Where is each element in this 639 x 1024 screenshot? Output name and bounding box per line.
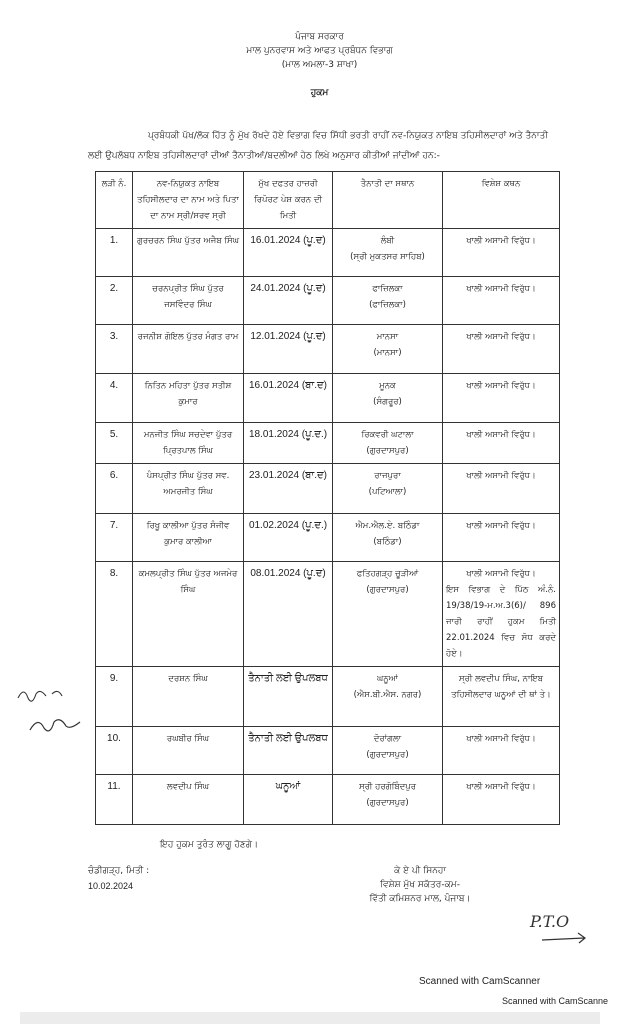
remarks	[443, 277, 560, 325]
remark: ਖਾਲੀ ਅਸਾਮੀ ਵਿਰੁੱਧ।	[466, 381, 536, 391]
remarks	[443, 775, 560, 825]
camscanner-watermark: Scanned with CamScanner	[419, 976, 541, 987]
serial-number: 11.	[96, 775, 133, 825]
serial-number: 3.	[96, 325, 133, 374]
district: (ਬਠਿੰਡਾ)	[373, 537, 402, 547]
remark: ਖਾਲੀ ਅਸਾਮੀ ਵਿਰੁੱਧ।	[466, 471, 536, 481]
serial-number: 7.	[96, 514, 133, 562]
col-posting-place: ਤੈਨਾਤੀ ਦਾ ਸਥਾਨ	[333, 172, 443, 229]
branch-name: (ਮਾਲ ਅਮਲਾ-3 ਸ਼ਾਖਾ)	[281, 60, 358, 70]
report-date: 12.01.2024 (ਪੂ.ਦ)	[244, 325, 333, 374]
officer-name: ਰਿਖੂ ਕਾਲੀਆ ਪੁੱਤਰ ਸੰਜੀਵ ਕੁਮਾਰ ਕਾਲੀਆ	[133, 514, 244, 562]
remark: ਖਾਲੀ ਅਸਾਮੀ ਵਿਰੁੱਧ।	[466, 236, 536, 246]
col-serial: ਲੜੀ ਨੰ.	[96, 172, 133, 229]
district: (ਫਾਜ਼ਿਲਕਾ)	[369, 300, 406, 310]
district: (ਮਾਨਸਾ)	[373, 348, 402, 358]
col-name: ਨਵ-ਨਿਯੁਕਤ ਨਾਇਬ ਤਹਿਸੀਲਦਾਰ ਦਾ ਨਾਮ ਅਤੇ ਪਿਤਾ ਦਾ ਨਾਮ ਸ੍ਰੀ/ਸਰਵ ਸ੍ਰੀ	[133, 172, 244, 229]
remark-note: ਇਸ ਵਿਭਾਗ ਦੇ ਪਿੱਠ ਅੰ.ਨੰ. 19/38/19-ਮ.ਅ.3(6)/ 896 ਜਾਰੀ ਰਾਹੀਂ ਹੁਕਮ ਮਿਤੀ 22.01.2024 ਵਿਚ ਸੋਧ ਕਰਦੇ ਹੋਏ।	[446, 585, 556, 659]
remark: ਖਾਲੀ ਅਸਾਮੀ ਵਿਰੁੱਧ।	[466, 734, 536, 744]
district: (ਸੰਗਰੂਰ)	[373, 397, 402, 407]
officer-name: ਦਰਸ਼ਨ ਸਿੰਘ	[133, 667, 244, 727]
district: (ਐਸ.ਬੀ.ਐਸ. ਨਗਰ)	[353, 690, 422, 700]
district: (ਸ੍ਰੀ ਮੁਕਤਸਰ ਸਾਹਿਬ)	[350, 252, 425, 262]
place: ਘਨੂਆਂ	[377, 674, 398, 684]
remarks	[443, 562, 560, 667]
remarks	[443, 229, 560, 277]
posting-place	[333, 514, 443, 562]
serial-number: 1.	[96, 229, 133, 277]
officer-name: ਗੁਰਚਰਨ ਸਿੰਘ ਪੁੱਤਰ ਅਜੈਬ ਸਿੰਘ	[133, 229, 244, 277]
signatory-block	[340, 864, 500, 906]
table-row	[96, 374, 560, 423]
serial-number: 6.	[96, 464, 133, 514]
posting-place	[333, 229, 443, 277]
order-date: 10.02.2024	[88, 881, 134, 891]
posting-place	[333, 775, 443, 825]
table-row	[96, 423, 560, 464]
report-date: 16.01.2024 (ਪੂ.ਦ)	[244, 229, 333, 277]
place-date-label: ਚੰਡੀਗੜ੍ਹ, ਮਿਤੀ :	[88, 866, 150, 876]
posting-place	[333, 325, 443, 374]
remark: ਸ੍ਰੀ ਲਵਦੀਪ ਸਿੰਘ, ਨਾਇਬ ਤਹਿਸੀਲਦਾਰ ਘਨੂਆਂ ਦੀ ਥਾਂ ਤੇ।	[451, 674, 551, 700]
place: ਰਾਜਪੁਰਾ	[374, 471, 401, 481]
officer-name: ਲਵਦੀਪ ਸਿੰਘ	[133, 775, 244, 825]
remarks	[443, 464, 560, 514]
remarks	[443, 514, 560, 562]
posting-place	[333, 562, 443, 667]
district: (ਗੁਰਦਾਸਪੁਰ)	[366, 798, 409, 808]
table-row	[96, 325, 560, 374]
table-row	[96, 229, 560, 277]
place: ਰਿਕਵਰੀ ਘਟਾਲਾ	[361, 430, 414, 440]
report-date: ਘਨੂਆਂ	[244, 775, 333, 825]
serial-number: 9.	[96, 667, 133, 727]
posting-place	[333, 374, 443, 423]
report-date: 18.01.2024 (ਪੂ.ਦ.)	[244, 423, 333, 464]
district: (ਗੁਰਦਾਸਪੁਰ)	[366, 750, 409, 760]
remark: ਖਾਲੀ ਅਸਾਮੀ ਵਿਰੁੱਧ।	[466, 569, 536, 579]
place: ਫਤਿਹਗੜ੍ਹ ਚੂੜੀਆਂ	[356, 569, 419, 579]
place: ਲੰਬੀ	[380, 236, 395, 246]
place: ਦੋਰਾਂਗਲਾ	[373, 734, 402, 744]
report-date: ਤੈਨਾਤੀ ਲਈ ਉਪਲਬਧ	[244, 727, 333, 775]
place: ਸ੍ਰੀ ਹਰਗੋਬਿੰਦਪੁਰ	[358, 782, 417, 792]
officer-name: ਕਮਲਪ੍ਰੀਤ ਸਿੰਘ ਪੁੱਤਰ ਅਜਮੇਰ ਸਿੰਘ	[133, 562, 244, 667]
remark: ਖਾਲੀ ਅਸਾਮੀ ਵਿਰੁੱਧ।	[466, 430, 536, 440]
posting-place	[333, 727, 443, 775]
officer-name: ਰਘਬੀਰ ਸਿੰਘ	[133, 727, 244, 775]
table-header-row	[96, 172, 560, 229]
page-bottom-edge	[20, 1012, 600, 1024]
place: ਮੂਨਕ	[379, 381, 396, 391]
officer-name: ਮਨਜੀਤ ਸਿੰਘ ਸਚਦੇਵਾ ਪੁੱਤਰ ਪ੍ਰਿਤਪਾਲ ਸਿੰਘ	[133, 423, 244, 464]
district: (ਗੁਰਦਾਸਪੁਰ)	[366, 585, 409, 595]
table-row	[96, 277, 560, 325]
table-row	[96, 727, 560, 775]
table-row	[96, 667, 560, 727]
signatory-name: ਕੇ ਏ ਪੀ ਸਿਨਹਾ	[394, 866, 446, 876]
report-date: 08.01.2024 (ਪੂ.ਦ)	[244, 562, 333, 667]
report-date: 16.01.2024 (ਬਾ.ਦ)	[244, 374, 333, 423]
posting-place	[333, 423, 443, 464]
remark: ਖਾਲੀ ਅਸਾਮੀ ਵਿਰੁੱਧ।	[466, 521, 536, 531]
remarks	[443, 667, 560, 727]
place: ਫਾਜ਼ਿਲਕਾ	[372, 284, 403, 294]
report-date: 24.01.2024 (ਪੂ.ਦ)	[244, 277, 333, 325]
signatory-title: ਵਿਸ਼ੇਸ਼ ਮੁੱਖ ਸਕੱਤਰ-ਕਮ-	[380, 880, 460, 890]
place: ਮਾਨਸਾ	[376, 332, 399, 342]
intro-paragraph: ਪ੍ਰਬੰਧਕੀ ਪੱਖ/ਲੋਕ ਹਿੱਤ ਨੂੰ ਮੁੱਖ ਰੱਖਦੇ ਹੋਏ ਵਿਭਾਗ ਵਿਚ ਸਿੱਧੀ ਭਰਤੀ ਰਾਹੀਂ ਨਵ-ਨਿਯੁਕਤ ਨਾਇਬ ਤਹਿਸੀਲਦਾਰਾਂ ਅਤੇ ਤੈਨਾਤੀ ਲਈ ਉਪਲੱਬਧ ਨਾਇਬ ਤਹਿਸੀਲਦਾਰਾਂ ਦੀਆਂ ਤੈਨਾਤੀਆਂ/ਬਦਲੀਆਂ ਹੇਠ ਲਿਖੇ ਅਨੁਸਾਰ ਕੀਤੀਆਂ ਜਾਂਦੀਆਂ ਹਨ:-	[88, 131, 548, 161]
arrow-right-icon	[540, 930, 590, 945]
effect-line: ਇਹ ਹੁਕਮ ਤੁਰੰਤ ਲਾਗੂ ਹੋਣਗੇ।	[160, 840, 259, 850]
report-date: ਤੈਨਾਤੀ ਲਈ ਉਪਲਬਧ	[244, 667, 333, 727]
col-remarks: ਵਿਸ਼ੇਸ਼ ਕਥਨ	[443, 172, 560, 229]
remark: ਖਾਲੀ ਅਸਾਮੀ ਵਿਰੁੱਧ।	[466, 782, 536, 792]
report-date: 01.02.2024 (ਪੂ.ਦ.)	[244, 514, 333, 562]
remarks	[443, 325, 560, 374]
serial-number: 8.	[96, 562, 133, 667]
posting-place	[333, 667, 443, 727]
remarks	[443, 374, 560, 423]
officer-name: ਨਿਤਿਨ ਮਹਿਤਾ ਪੁੱਤਰ ਸਤੀਸ਼ ਕੁਮਾਰ	[133, 374, 244, 423]
col-report-date: ਮੁੱਖ ਦਫਤਰ ਹਾਜ਼ਰੀ ਰਿਪੋਰਟ ਪੇਸ਼ ਕਰਨ ਦੀ ਮਿਤੀ	[244, 172, 333, 229]
document-header	[0, 30, 639, 100]
posting-place	[333, 464, 443, 514]
report-date: 23.01.2024 (ਬਾ.ਦ)	[244, 464, 333, 514]
officer-name: ਚਰਨਪ੍ਰੀਤ ਸਿੰਘ ਪੁੱਤਰ ਜਸਵਿੰਦਰ ਸਿੰਘ	[133, 277, 244, 325]
remark: ਖਾਲੀ ਅਸਾਮੀ ਵਿਰੁੱਧ।	[466, 284, 536, 294]
serial-number: 5.	[96, 423, 133, 464]
remarks	[443, 423, 560, 464]
serial-number: 2.	[96, 277, 133, 325]
signatory-office: ਵਿੱਤੀ ਕਮਿਸ਼ਨਰ ਮਾਲ, ਪੰਜਾਬ।	[369, 894, 471, 904]
camscanner-watermark-2: Scanned with CamScanne	[502, 996, 609, 1006]
officer-name: ਪੰਸਪ੍ਰੀਤ ਸਿੰਘ ਪੁੱਤਰ ਸਵ. ਅਮਰਜੀਤ ਸਿੰਘ	[133, 464, 244, 514]
table-row	[96, 514, 560, 562]
postings-table	[95, 171, 560, 825]
remark: ਖਾਲੀ ਅਸਾਮੀ ਵਿਰੁੱਧ।	[466, 332, 536, 342]
officer-name: ਰਜਨੀਸ਼ ਗੋਇਲ ਪੁੱਤਰ ਮੰਗਤ ਰਾਮ	[133, 325, 244, 374]
government-name: ਪੰਜਾਬ ਸਰਕਾਰ	[295, 32, 344, 42]
place: ਐਮ.ਐਲ.ਏ. ਬਠਿੰਡਾ	[355, 521, 420, 531]
district: (ਗੁਰਦਾਸਪੁਰ)	[366, 446, 409, 456]
serial-number: 4.	[96, 374, 133, 423]
serial-number: 10.	[96, 727, 133, 775]
handwritten-initials	[8, 680, 88, 740]
district: (ਪਟਿਆਲਾ)	[368, 487, 407, 497]
order-title: ਹੁਕਮ	[310, 88, 329, 98]
table-row	[96, 464, 560, 514]
remarks	[443, 727, 560, 775]
department-name: ਮਾਲ ਪੁਨਰਵਾਸ ਅਤੇ ਆਫਤ ਪ੍ਰਬੰਧਨ ਵਿਭਾਗ	[246, 46, 393, 56]
posting-place	[333, 277, 443, 325]
table-row	[96, 562, 560, 667]
table-row	[96, 775, 560, 825]
pto-handwritten: P.T.O	[530, 912, 570, 931]
